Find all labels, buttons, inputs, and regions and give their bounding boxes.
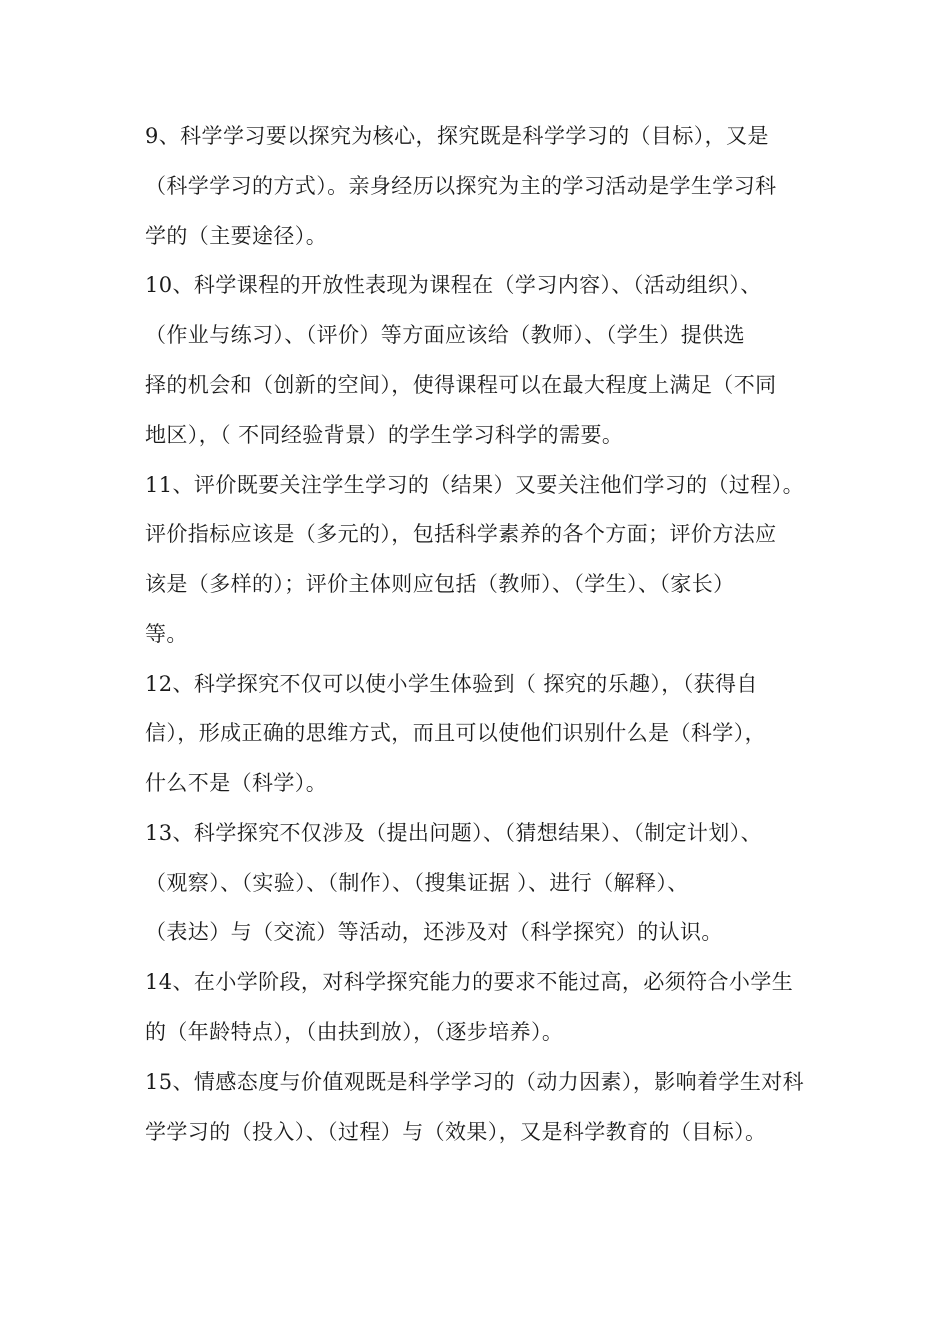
text-line: 地区），（ 不同经验背景）的学生学习科学的需要。 (145, 423, 624, 447)
text-line: 等。 (145, 622, 188, 646)
text-line: 12、科学探究不仅可以使小学生体验到（ 探究的乐趣），（获得自 (145, 672, 758, 696)
text-line: （科学学习的方式）。亲身经历以探究为主的学习活动是学生学习科 (145, 174, 777, 198)
text-line: 该是（多样的）；评价主体则应包括（教师）、（学生）、（家长） (145, 572, 735, 596)
text-line: 10、科学课程的开放性表现为课程在（学习内容）、（活动组织）、 (145, 273, 762, 297)
text-line: 11、评价既要关注学生学习的（结果）又要关注他们学习的（过程）。 (145, 473, 805, 497)
text-line: 9、科学学习要以探究为核心，探究既是科学学习的（目标），又是 (145, 124, 769, 148)
text-line: 学学习的（投入）、（过程）与（效果），又是科学教育的（目标）。 (145, 1120, 767, 1144)
text-line: 信），形成正确的思维方式，而且可以使他们识别什么是（科学）， (145, 721, 766, 745)
text-line: 学的（主要途径）。 (145, 224, 328, 248)
text-line: （观察）、（实验）、（制作）、（搜集证据 ）、进行（解释）、 (145, 871, 689, 895)
text-line: 的（年龄特点），（由扶到放），（逐步培养）。 (145, 1020, 564, 1044)
text-line: 择的机会和（创新的空间），使得课程可以在最大程度上满足（不同 (145, 373, 777, 397)
text-line: （作业与练习）、（评价）等方面应该给（教师）、（学生）提供选 (145, 323, 745, 347)
text-line: 评价指标应该是（多元的），包括科学素养的各个方面；评价方法应 (145, 522, 777, 546)
text-line: 什么不是（科学）。 (145, 771, 328, 795)
text-line: 14、在小学阶段，对科学探究能力的要求不能过高，必须符合小学生 (145, 970, 794, 994)
text-line: （表达）与（交流）等活动，还涉及对（科学探究）的认识。 (145, 920, 723, 944)
text-line: 13、科学探究不仅涉及（提出问题）、（猜想结果）、（制定计划）、 (145, 821, 763, 845)
text-line: 15、情感态度与价值观既是科学学习的（动力因素），影响着学生对科 (145, 1070, 805, 1094)
